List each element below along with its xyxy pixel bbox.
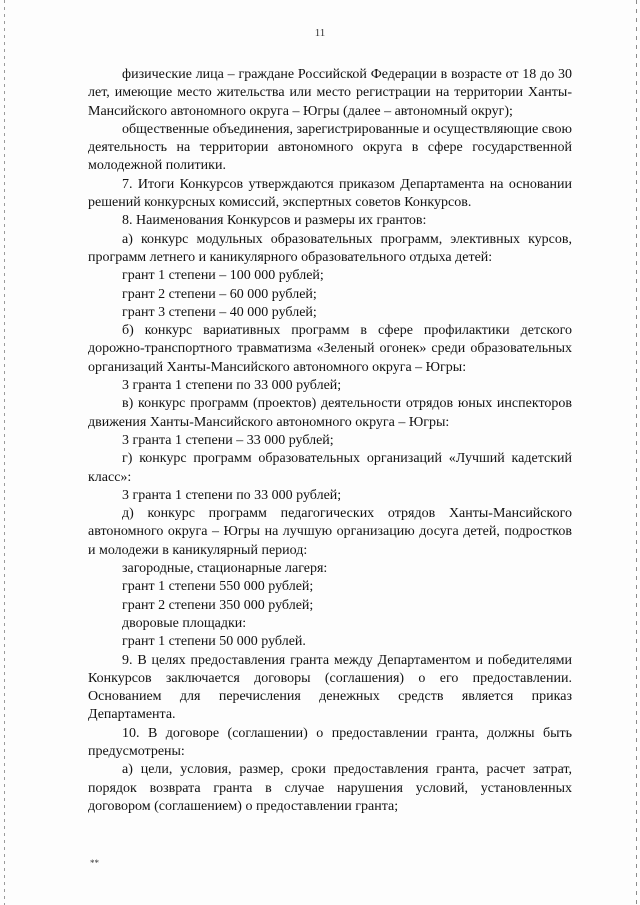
grant-line: грант 2 степени 350 000 рублей; xyxy=(122,597,314,613)
paragraph-9: 9. В целях предоставления гранта между Департаментом и победителями Конкурсов заключается договоры (соглашения) о его предоставлении. Основанием для перечисления денежных средств является приказ Департамента. xyxy=(88,652,572,723)
paragraph-individuals: физические лица – граждане Российской Федерации в возрасте от 18 до 30 лет, имеющие место жительства или место регистрации на территории Ханты-Мансийского автономного округа – Югры (далее – автономный округ); xyxy=(88,67,572,119)
grant-line: грант 2 степени – 60 000 рублей; xyxy=(122,286,317,302)
grant-line: грант 1 степени 550 000 рублей; xyxy=(122,579,314,595)
scan-edge-left xyxy=(4,0,5,905)
paragraph-8b: б) конкурс вариативных программ в сфере профилактики детского дорожно-транспортного травматизма «Зеленый огонек» среди образовательных организаций Ханты-Мансийского автономного округа – Югры: xyxy=(88,323,572,375)
grant-line: 3 гранта 1 степени – 33 000 рублей; xyxy=(122,432,334,448)
grant-line: грант 3 степени – 40 000 рублей; xyxy=(122,304,317,320)
paragraph-7: 7. Итоги Конкурсов утверждаются приказом Департамента на основании решений конкурсных комиссий, экспертных советов Конкурсов. xyxy=(88,176,572,211)
paragraph-8g: г) конкурс программ образовательных организаций «Лучший кадетский класс»: xyxy=(88,451,572,485)
subheading-yards: дворовые площадки: xyxy=(122,615,247,631)
document-body xyxy=(88,66,572,816)
page-number: 11 xyxy=(314,27,326,39)
paragraph-8v: в) конкурс программ (проектов) деятельности отрядов юных инспекторов движения Ханты-Мансийского автономного округа – Югры: xyxy=(88,396,572,430)
paragraph-10a: а) цели, условия, размер, сроки предоставления гранта, расчет затрат, порядок возврата гранта в случае нарушения условий, установленных договором (соглашением) о предоставлении гранта; xyxy=(88,762,572,814)
paragraph-8a: а) конкурс модульных образовательных программ, элективных курсов, программ летнего и каникулярного образовательного отдыха детей: xyxy=(88,231,572,265)
subheading-camps: загородные, стационарные лагеря: xyxy=(122,561,328,577)
grant-line: грант 1 степени – 100 000 рублей; xyxy=(122,268,324,284)
paragraph-10: 10. В договоре (соглашении) о предоставлении гранта, должны быть предусмотрены: xyxy=(88,725,572,759)
paragraph-public-associations: общественные объединения, зарегистрированные и осуществляющие свою деятельность на территории автономного округа в сфере государственной молодежной политики. xyxy=(88,121,572,174)
paragraph-8: 8. Наименования Конкурсов и размеры их грантов: xyxy=(122,213,427,229)
grant-line: 3 гранта 1 степени по 33 000 рублей; xyxy=(122,378,342,394)
grant-line: грант 1 степени 50 000 рублей. xyxy=(122,634,306,650)
grant-line: 3 гранта 1 степени по 33 000 рублей; xyxy=(122,487,342,503)
paragraph-8d: д) конкурс программ педагогических отрядов Ханты-Мансийского автономного округа – Югры на лучшую организацию досуга детей, подростков и молодежи в каникулярный период: xyxy=(88,506,572,558)
scan-edge-right xyxy=(636,0,637,905)
footer-mark: ** xyxy=(90,858,99,868)
